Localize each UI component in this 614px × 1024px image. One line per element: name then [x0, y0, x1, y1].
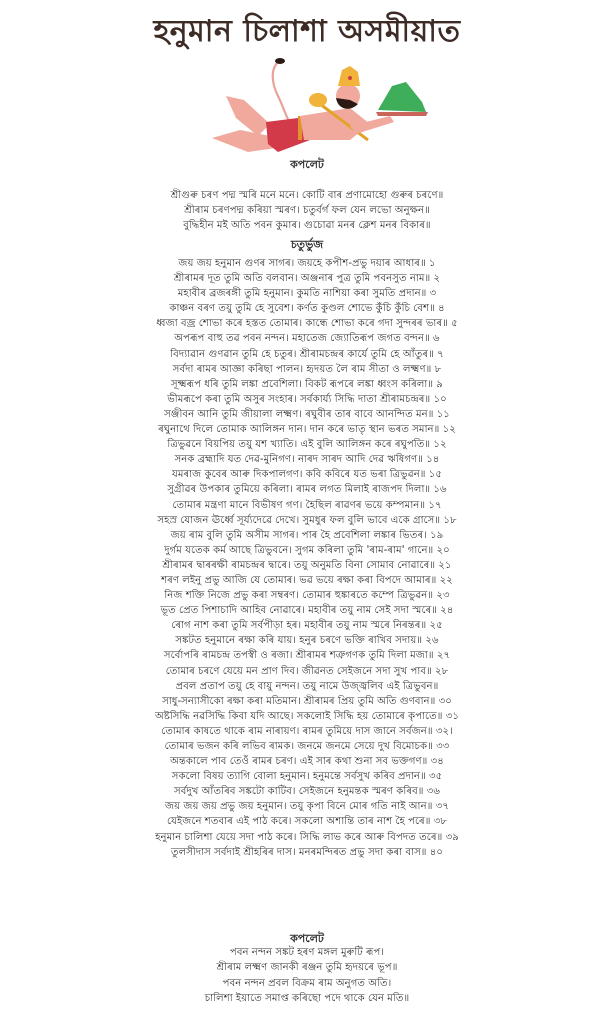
opening-couplet-heading: কপলেট [290, 158, 324, 171]
verse-line: প্ৰবল প্ৰতাপ তয়ু হে বায়ু নন্দন। তয়ু নামে উজ্জ্বলিব এই ত্ৰিভুবন॥ [175, 680, 439, 692]
verse-line: মহাবীৰ ব্ৰজৰঙ্গী তুমি হনুমান। কুমতি নাশিয়া কৰা সুমতি প্ৰদান॥ ৩ [177, 288, 437, 300]
verse-line: জয় জয় হনুমান গুণৰ সাগৰ। জয়হে কপীশ-প্ৰভু দয়াৰ আধাৰ॥ ১ [178, 258, 436, 269]
verse-line: সূক্ষ্মৰূপ ধৰি তুমি লঙ্কা প্ৰবেশিলা। বিকট ৰূপৰে লঙ্কা ধ্বংস কৰিলা॥ ৯ [171, 378, 443, 390]
couplet-line: পবন নন্দন প্ৰবল বিক্ৰম ৰাম অনুগত অতি। [222, 977, 392, 989]
verse-line: হনুমান চালিশা যেয়ে সদা পাঠ কৰে। সিদ্ধি লাভ কৰে আৰু বিপদত তৰে॥ ৩৯ [155, 831, 459, 843]
verse-line: অপৰূপ বাহু তৱ পবন নন্দন। মহাতেজ জ্যোতিৰূপ জগত বন্দন॥ ৬ [174, 333, 440, 345]
verse-line: ৰোগ নাশ কৰা তুমি সৰ্বপীড়া হৰ। মহাবীৰ তয়ু নাম স্মৰে নিৰন্তৰ॥ ২৫ [171, 620, 443, 632]
verse-line: সনক ব্ৰহ্মাদি যত দেৱ-মুনিগণ। নাৰদ সাৰদ আদি দেৱ ঋষিগণ॥ ১৪ [174, 454, 440, 466]
verse-line: তোমাৰ কাষতে থাকে ৰাম নাৰায়ণ। ৰামৰ তুমিয়ে দাস জানে সৰ্বজন॥ ৩২। [161, 725, 453, 737]
verse-line: ত্ৰিভুৱনে বিয়পিয় তয়ু যশ খ্যাতি। এই বুলি আলিঙ্গন কৰে ৰঘুপতি॥ ১২ [167, 439, 447, 451]
verse-line: দুৰ্গম যতেক কৰ্ম আছে ত্ৰিভুবনে। সুগম কৰিলা তুমি 'ৰাম-ৰাম' গানে॥ ২০ [164, 544, 450, 556]
verse-line: তোমাৰ মন্ত্ৰণা মানে বিভীষণ গণ। হৈছিল ৰাৱণৰ ভয়ে কম্পমান॥ ১৭ [172, 499, 442, 511]
verse-line: নিজ শক্তি নিজে প্ৰভু কৰা সম্বৰণ। তোমাৰ হুঙ্কাৰতে কম্পে ত্ৰিভুৱন॥ ২৩ [164, 590, 450, 602]
verse-line: ৰঘুনাথে দিলে তোমাক আলিঙ্গন দান। দান কৰে ভাতৃ স্থান ভৰত সমান॥ ১২ [158, 424, 456, 436]
verse-line: ধ্বজা বজ্ৰ শোভা কৰে হস্তত তোমাৰ। কান্ধে শোভা কৰে গদা সুন্দৰৰ ভাৰ॥ ৫ [156, 318, 458, 330]
couplet-line: পবন নন্দন সঙ্কট হৰণ মঙ্গল মুৰুটি ৰূপ। [229, 947, 385, 958]
verse-line: সুগ্ৰীৱৰ উপকাৰ তুমিয়ে কৰিলা। ৰামৰ লগত মিলাই ৰাজপদ দিলা॥ ১৬ [167, 484, 447, 496]
verse-line: শ্ৰীৰামৰ দূত তুমি অতি বলবান। অঞ্জনাৰ পুত্ৰ তুমি পবনসুত নাম॥ ২ [173, 273, 441, 285]
verse-line: জয় জয় জয় প্ৰভু জয় হনুমান। তয়ু কৃপা বিনে মোৰ গতি নাই আন॥ ৩৭ [165, 801, 449, 813]
opening-couplet [0, 188, 614, 233]
verse-line: তোমাৰ ভজন কৰি লভিব ৰামক। জনমে জনমে সেয়ে দুখ বিমোচক॥ ৩৩ [164, 741, 450, 752]
verse-line: তোমাৰ চৰণে যেয়ে মন প্ৰাণ দিব। জীৱনত সেইজনে সদা সুখ পাব॥ ২৮ [165, 665, 449, 677]
couplet-line: শ্ৰীগুৰু চৰণ পদ্ম স্মৰি মনে মনে। কোটি বাৰ প্ৰণামোহো গুৰুৰ চৰণে॥ [170, 190, 444, 201]
verse-line: ভূত প্ৰেত পিশাচাদি আহিব নোৱাৰে। মহাবীৰ তয়ু নাম সেই সদা স্মৰে॥ ২৪ [160, 605, 454, 617]
verse-line: সঞ্জীবন আনি তুমি জীয়ালা লক্ষ্মণ। ৰঘুবীৰ তাৰ বাবে আনন্দিত মন॥ ১১ [164, 408, 450, 420]
chaupai-verses [0, 256, 614, 860]
hanuman-flying-with-mountain-icon [200, 56, 440, 156]
page-title: হনুমান চিলাশা অসমীয়াত [153, 14, 461, 49]
verse-line: শৰণ লইনু প্ৰভু আজি যে তোমাৰ। ভৱ ভয়ে ৰক্ষা কৰা বিপদে আমাৰ॥ ২২ [161, 574, 453, 586]
verse-line: জয় ৰাম বুলি তুমি অসীম সাগৰ। পাৰ হৈ প্ৰবেশিলা লঙ্কাৰ ভিতৰ। ১৯ [170, 529, 444, 541]
verse-line: ভীমৰূপে কৰা তুমি অসুৰ সংহাৰ। সৰ্বকাৰ্য্য সিদ্ধি দাতা শ্ৰীৰামচন্দ্ৰৰ॥ ১০ [167, 393, 447, 405]
verse-line: অন্তকালে পাব তেওঁ ৰামৰ চৰণ। এই সাৰ কথা শুনা সব ভক্তগণ॥ ৩৪ [170, 756, 444, 768]
verse-line: যেইজনে শতবাৰ এই পাঠ কৰে। সকলো অশান্তি তাৰ নাশ হৈ পৰে॥ ৩৮ [166, 816, 448, 828]
verse-line: সহস্ৰ যোজন ঊৰ্ধ্বে সূৰ্য্যদেৱে দেখে। সুমধুৰ ফল বুলি ভাবে একে গ্ৰাসে॥ ১৮ [157, 514, 457, 526]
verse-line: কাঞ্চন বৰণ তয়ু তুমি হে সুবেশ। কৰ্ণত কুণ্ডল শোভে কুঁচি কুঁচি বেশ॥ ৪ [169, 303, 445, 315]
couplet-line: শ্ৰীৰাম লক্ষ্মণ জানকী ৰঞ্জন তুমি হৃদয়ৰে ভূপ॥ [216, 962, 398, 974]
couplet-line: শ্ৰীৰাম চৰণপদ্ম কৰিয়া স্মৰণ। চতুৰ্বৰ্গ ফল যেন লভো অনুক্ষন॥ [184, 205, 430, 217]
verse-line: সাধু-সন্যাসীকো ৰক্ষা কৰা মতিমান। শ্ৰীৰামৰ প্ৰিয় তুমি অতি গুণবান॥ ৩০ [162, 695, 452, 707]
closing-couplet-heading: কপলেট [290, 932, 324, 945]
verse-line: তুলসীদাস সৰ্বদাই শ্ৰীহৰিৰ দাস। মনৰমন্দিৰত প্ৰভু সদা কৰা বাস॥ ৪০ [170, 846, 444, 858]
closing-couplet [0, 945, 614, 1007]
couplet-line: বুদ্ধিহীন মই অতি পবন কুমাৰ। গুচোৱা মনৰ ক্লেশ মনৰ বিকাৰ॥ [183, 220, 431, 232]
chaupai-heading: চতুৰ্ভুজ [290, 238, 324, 251]
verse-line: বিদ্যাৱান গুণৱান তুমি হে চতুৰ। শ্ৰীৰামচন্দ্ৰৰ কাৰ্যে তুমি হে আঁতুৰ॥ ৭ [170, 348, 444, 360]
verse-line: সকলো বিষয় ত্যাগি বোলা হনুমান। হনুমন্তে সৰ্বসুখ কৰিব প্ৰদান॥ ৩৫ [171, 771, 443, 783]
verse-line: শ্ৰীৰামৰ দ্বাৰৰক্ষী ৰামচন্দ্ৰৰ দ্বাৰে। তয়ু অনুমতি বিনা সোমাব নোৱাৰে॥ ২১ [162, 559, 452, 571]
verse-line: সৰ্বদুখ আঁতৰিব সঙ্কটো কাটিব। সেইজনে হনুমন্তক স্মৰণ কৰিব॥ ৩৬ [173, 786, 441, 798]
verse-line: সৰ্বোপৰি ৰামচন্দ্ৰ তপস্বী ও ৰজা। শ্ৰীৰামৰ শত্ৰুগণক তুমি দিলা মজা॥ ২৭ [163, 650, 451, 662]
verse-line: যমৰাজ কুবেৰ আৰু দিকপালগণ। কবি কবিৰে যত ভৰা ত্ৰিভুৱন॥ ১৫ [171, 469, 443, 481]
verse-line: সঙ্কটত হনুমানে ৰক্ষা কৰি যায়। হনুৰ চৰণে ভক্তি ৰাখিব সদায়॥ ২৬ [175, 635, 439, 647]
verse-line: অষ্টসিদ্ধি নৱসিদ্ধি কিবা যদি আছে। সকলোই সিদ্ধি হয় তোমাৰে কৃপাতে॥ ৩১ [154, 710, 460, 722]
verse-line: সৰ্বদা ৰামৰ আজ্ঞা কৰিছা পালন। হৃদয়ত লৈ ৰাম সীতা ও লক্ষ্মণ॥ ৮ [172, 363, 442, 375]
couplet-line: চালিশা ইয়াতে সমাপ্ত কৰিছো পদে থাকে যেন মতি॥ [204, 993, 410, 1005]
